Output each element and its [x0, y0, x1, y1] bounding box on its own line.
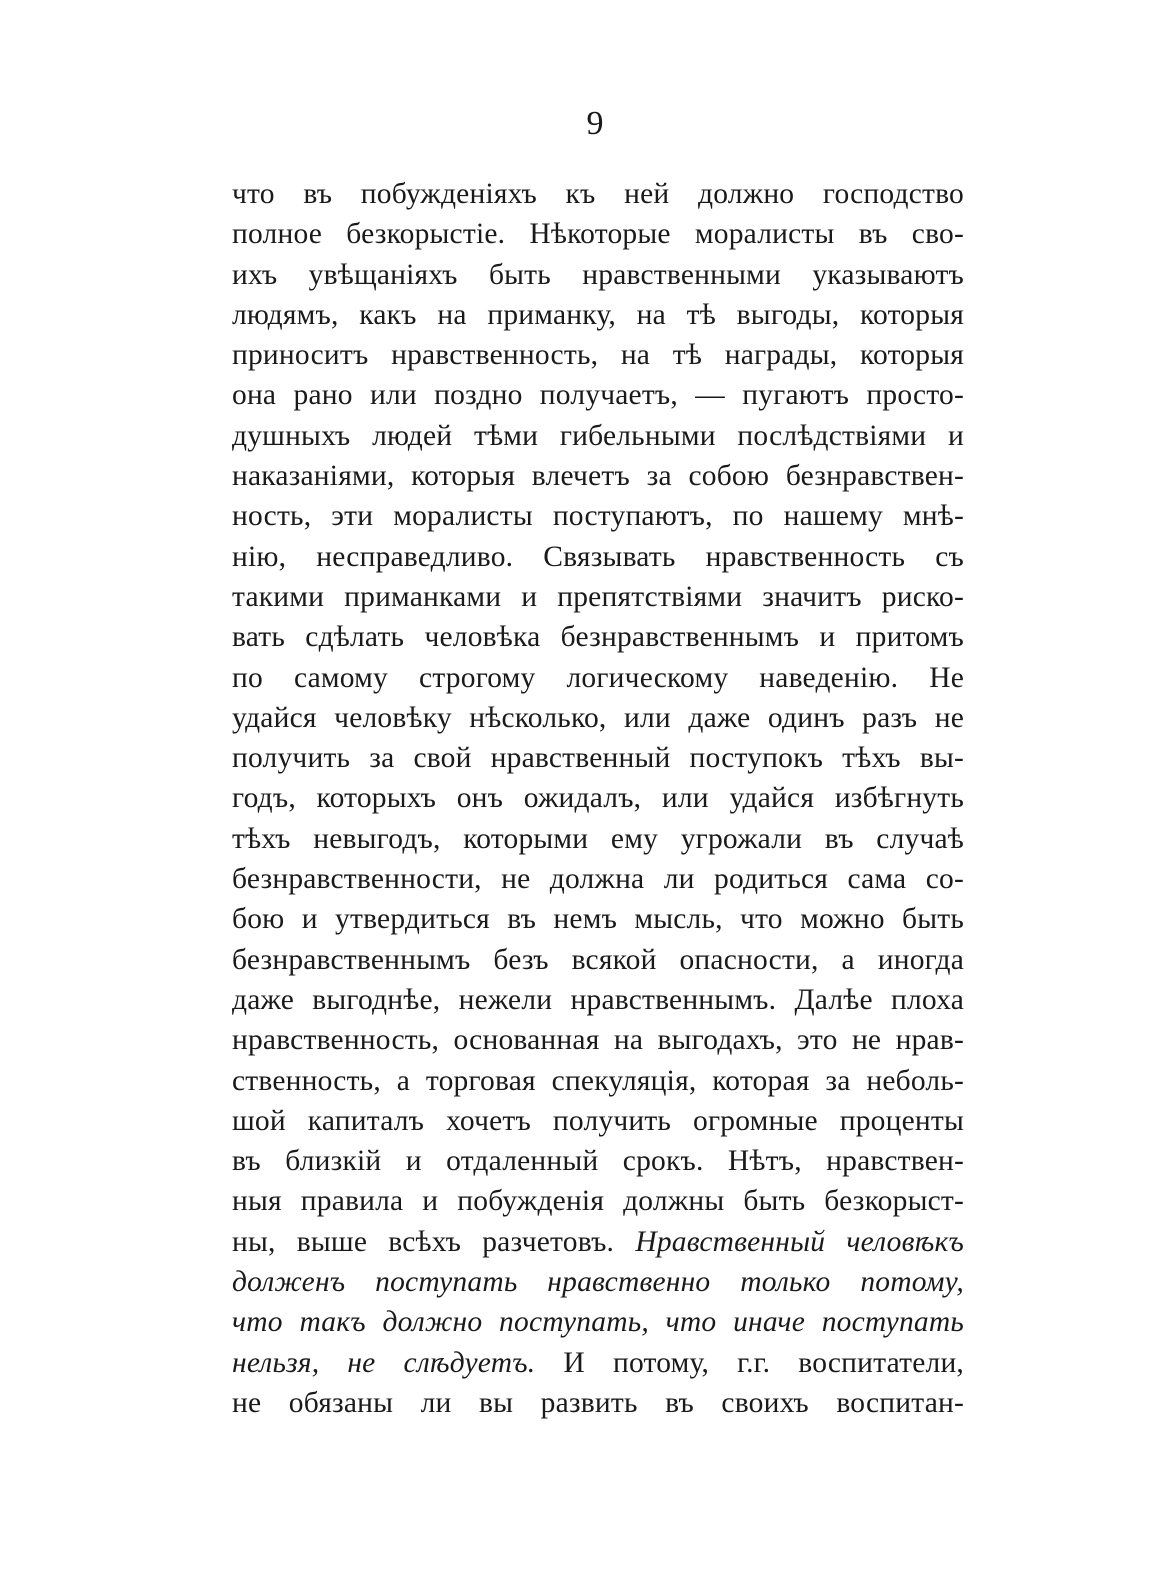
text-line: [232, 1020, 964, 1060]
text-span: ихъ увѣщаніяхъ быть нравственными указываютъ: [232, 258, 964, 291]
text-span: нію, несправедливо. Связывать нравственность съ: [232, 540, 964, 573]
text-span: она рано или поздно получаетъ, — пугаютъ просто-: [232, 379, 964, 412]
text-line: [232, 658, 964, 698]
text-line: [232, 980, 964, 1020]
text-line: [232, 335, 964, 375]
text-line: [232, 1141, 964, 1181]
text-span: безнравственности, не должна ли родиться сама со-: [232, 863, 964, 896]
text-line: [232, 1222, 964, 1262]
text-line: [232, 1262, 964, 1302]
italic-text-span: Нравственный человѣкъ: [635, 1225, 965, 1258]
text-span: наказаніями, которыя влечетъ за собою безнравствен-: [232, 460, 964, 493]
text-line: [232, 577, 964, 617]
text-line: [232, 1383, 964, 1423]
text-span: въ близкій и отдаленный срокъ. Нѣтъ, нравствен-: [232, 1145, 964, 1178]
text-line: [232, 1343, 964, 1383]
text-span: удайся человѣку нѣсколько, или даже одинъ разъ не: [232, 701, 964, 734]
text-line: [232, 617, 964, 657]
text-span: по самому строгому логическому наведенію. Не: [232, 661, 964, 694]
text-span: ность, эти моралисты поступаютъ, по нашему мнѣ-: [232, 500, 964, 533]
text-line: [232, 859, 964, 899]
text-line: [232, 456, 964, 496]
text-line: [232, 1101, 964, 1141]
text-line: [232, 1302, 964, 1342]
text-line: [232, 496, 964, 536]
text-line: [232, 1181, 964, 1221]
text-line: [232, 214, 964, 254]
text-span: такими приманками и препятствіями значитъ риско-: [232, 580, 964, 613]
text-line: [232, 899, 964, 939]
text-span: И потому, г.г. воспитатели,: [535, 1346, 964, 1379]
text-span: безнравственнымъ безъ всякой опасности, а иногда: [232, 943, 964, 976]
text-line: [232, 738, 964, 778]
text-line: [232, 537, 964, 577]
body-text: [232, 174, 964, 1423]
text-line: [232, 375, 964, 415]
text-span: ственность, а торговая спекуляція, которая за неболь-: [232, 1064, 964, 1097]
text-span: вать сдѣлать человѣка безнравственнымъ и притомъ: [232, 621, 964, 654]
text-line: [232, 819, 964, 859]
text-span: нравственность, основанная на выгодахъ, это не нрав-: [232, 1024, 964, 1057]
text-span: ныя правила и побужденія должны быть безкорыст-: [232, 1185, 964, 1218]
text-span: не обязаны ли вы развить въ своихъ воспитан-: [232, 1386, 964, 1419]
text-line: [232, 416, 964, 456]
italic-text-span: долженъ поступать нравственно только потому,: [232, 1266, 964, 1299]
text-span: людямъ, какъ на приманку, на тѣ выгоды, которыя: [232, 298, 964, 331]
text-line: [232, 255, 964, 295]
text-span: что въ побужденіяхъ къ ней должно господство: [232, 178, 964, 210]
text-span: приноситъ нравственность, на тѣ награды, которыя: [232, 339, 964, 372]
text-line: [232, 940, 964, 980]
page-number: 9: [586, 105, 604, 142]
text-line: [232, 174, 964, 214]
text-span: бою и утвердиться въ немъ мысль, что можно быть: [232, 903, 964, 936]
text-line: [232, 1061, 964, 1101]
text-span: годъ, которыхъ онъ ожидалъ, или удайся избѣгнуть: [232, 782, 964, 815]
text-span: ны, выше всѣхъ разчетовъ.: [232, 1225, 636, 1258]
text-span: шой капиталъ хочетъ получить огромные проценты: [232, 1104, 964, 1137]
text-span: душныхъ людей тѣми гибельными послѣдствіями и: [232, 419, 964, 452]
text-line: [232, 295, 964, 335]
italic-text-span: нельзя, не слѣдуетъ.: [232, 1346, 536, 1379]
italic-text-span: что такъ должно поступать, что иначе поступать: [232, 1306, 964, 1339]
text-line: [232, 778, 964, 818]
text-span: тѣхъ невыгодъ, которыми ему угрожали въ случаѣ: [232, 822, 964, 855]
text-span: полное безкорыстіе. Нѣкоторые моралисты въ сво-: [232, 218, 964, 251]
text-line: [232, 698, 964, 738]
text-span: даже выгоднѣе, нежели нравственнымъ. Далѣе плоха: [232, 983, 964, 1016]
text-span: получить за свой нравственный поступокъ тѣхъ вы-: [232, 742, 964, 775]
